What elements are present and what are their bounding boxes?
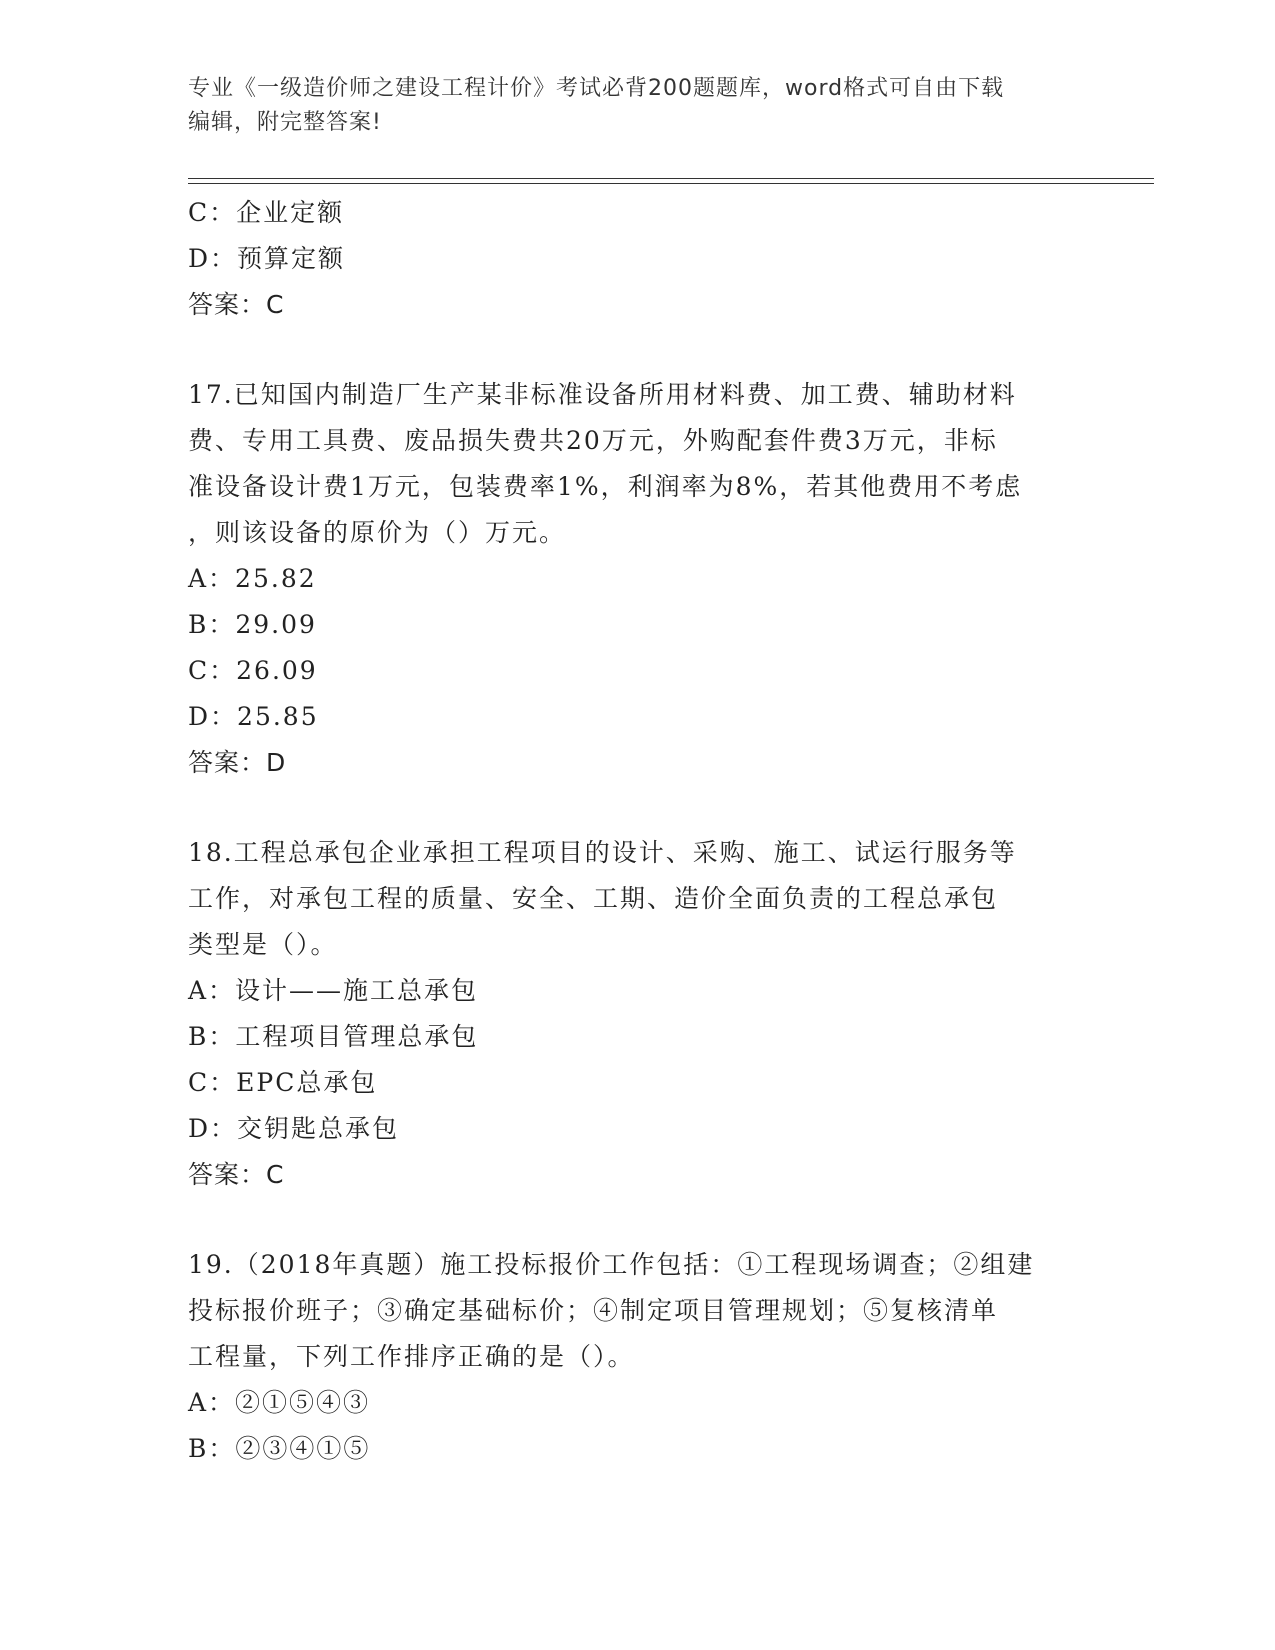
- question-16-fragment: [188, 190, 1088, 328]
- answer-line: 答案：D: [188, 748, 287, 777]
- option-d: D：预算定额: [188, 244, 346, 273]
- question-stem: [188, 830, 1088, 968]
- question-stem-line: 18.工程总承包企业承担工程项目的设计、采购、施工、试运行服务等: [188, 838, 1017, 867]
- option-d: D：25.85: [188, 702, 319, 731]
- option-a: A：②①⑤④③: [188, 1388, 371, 1417]
- option-b: B：②③④①⑤: [188, 1434, 371, 1463]
- question-stem-line: 工作，对承包工程的质量、安全、工期、造价全面负责的工程总承包: [188, 884, 999, 913]
- question-stem-line: 准设备设计费1万元，包装费率1%，利润率为8%，若其他费用不考虑: [188, 472, 1023, 501]
- option-d: D：交钥匙总承包: [188, 1114, 400, 1143]
- option-c: C：企业定额: [188, 198, 345, 227]
- question-stem: [188, 1242, 1088, 1380]
- header-title-line-2: 编辑，附完整答案!: [188, 110, 382, 135]
- spacer: [188, 786, 1088, 830]
- answer-line: 答案：C: [188, 290, 285, 319]
- header-divider-bottom: [188, 183, 1154, 184]
- header-divider-top: [188, 178, 1154, 179]
- header-title-line-1: 专业《一级造价师之建设工程计价》考试必背200题题库，word格式可自由下载: [188, 76, 1005, 101]
- question-17: [188, 372, 1088, 786]
- option-a: A：25.82: [188, 564, 317, 593]
- question-stem-line: 投标报价班子；③确定基础标价；④制定项目管理规划；⑤复核清单: [188, 1296, 999, 1325]
- question-stem-line: ，则该设备的原价为（）万元。: [188, 518, 567, 547]
- question-18: [188, 830, 1088, 1198]
- document-header: [188, 72, 1068, 140]
- question-list: [188, 190, 1088, 1472]
- answer-line: 答案：C: [188, 1160, 285, 1189]
- option-a: A：设计——施工总承包: [188, 976, 479, 1005]
- question-stem-line: 费、专用工具费、废品损失费共20万元，外购配套件费3万元，非标: [188, 426, 998, 455]
- question-stem-line: 类型是（）。: [188, 930, 338, 959]
- option-c: C：EPC总承包: [188, 1068, 378, 1097]
- option-c: C：26.09: [188, 656, 318, 685]
- spacer: [188, 1198, 1088, 1242]
- spacer: [188, 328, 1088, 372]
- question-stem-line: 19.（2018年真题）施工投标报价工作包括：①工程现场调查；②组建: [188, 1250, 1035, 1279]
- question-stem-line: 17.已知国内制造厂生产某非标准设备所用材料费、加工费、辅助材料: [188, 380, 1017, 409]
- question-stem: [188, 372, 1088, 556]
- question-stem-line: 工程量，下列工作排序正确的是（）。: [188, 1342, 635, 1371]
- option-b: B：工程项目管理总承包: [188, 1022, 479, 1051]
- question-19: [188, 1242, 1088, 1472]
- option-b: B：29.09: [188, 610, 317, 639]
